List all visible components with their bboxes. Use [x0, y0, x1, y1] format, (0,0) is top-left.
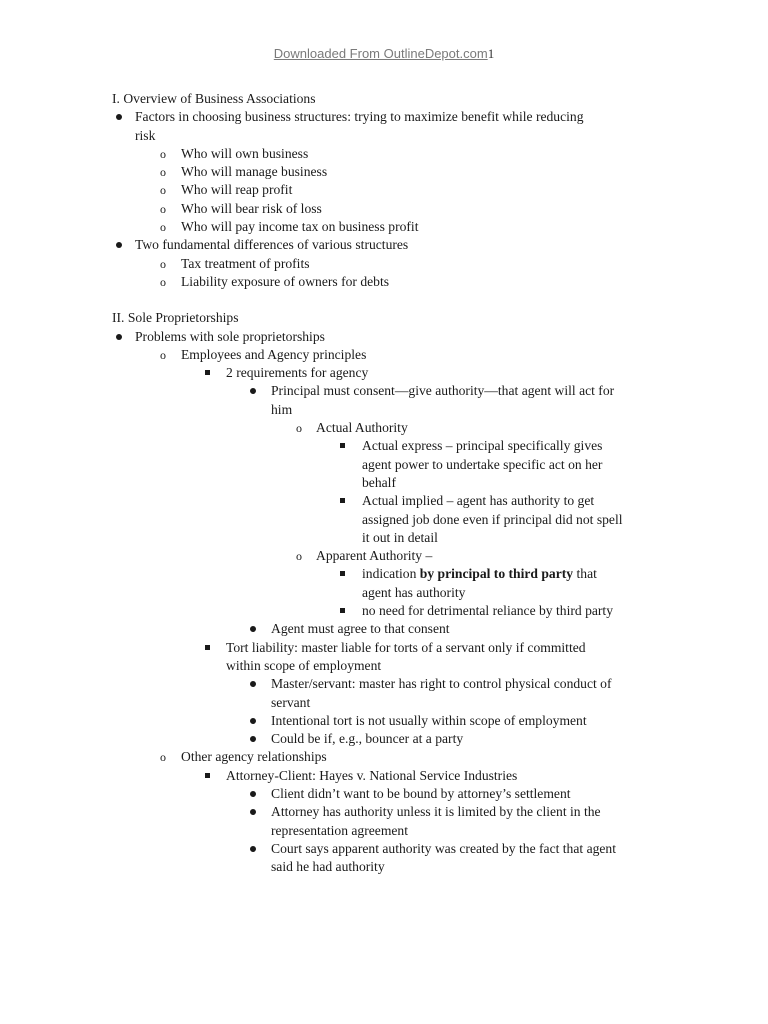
outline-line — [0, 547, 768, 565]
bullet-circle-icon: o — [160, 256, 166, 271]
bullet-dot-icon — [250, 626, 256, 632]
text-segment: within scope of employment — [226, 657, 382, 673]
text-segment: I. Overview of Business Associations — [112, 91, 316, 106]
outline-text — [362, 602, 613, 620]
page-number: 1 — [487, 46, 495, 61]
outline-text — [226, 364, 368, 382]
outline-line — [0, 328, 768, 346]
text-segment: Court says apparent authority was created by the fact that agent — [271, 840, 617, 856]
outline-text — [181, 145, 308, 163]
outline-text — [362, 437, 602, 455]
outline-line — [0, 785, 768, 803]
outline-line — [0, 127, 768, 145]
text-segment: Actual express – principal specifically gives — [362, 438, 603, 454]
outline-text — [135, 127, 155, 145]
outline-text — [135, 328, 325, 346]
bullet-dot-icon — [250, 718, 256, 724]
text-segment: Factors in choosing business structures: trying to maximize benefit while reducing — [135, 109, 584, 125]
bold-text-segment: by principal to third party — [419, 566, 574, 582]
outline-line — [0, 511, 768, 529]
outline-line — [0, 309, 768, 327]
text-segment: Who will pay income tax on business profit — [181, 219, 419, 235]
outline-text — [271, 382, 614, 400]
bullet-dot-icon — [116, 334, 122, 340]
text-segment: agent has authority — [362, 584, 466, 600]
text-segment: Intentional tort is not usually within scope of employment — [271, 712, 587, 728]
outline-text — [181, 255, 310, 273]
text-segment: Tort liability: master liable for torts of a servant only if committed — [226, 639, 586, 655]
outline-line — [0, 145, 768, 163]
bullet-circle-icon: o — [160, 183, 166, 198]
outline-text — [181, 346, 366, 364]
outline-text — [181, 200, 322, 218]
text-segment: Other agency relationships — [181, 749, 327, 765]
bullet-circle-icon: o — [296, 549, 302, 564]
outline-line — [0, 694, 768, 712]
outline-line — [0, 675, 768, 693]
text-segment: said he had authority — [271, 859, 385, 875]
outline-line — [0, 565, 768, 583]
bullet-square-icon — [205, 370, 210, 375]
outline-line — [0, 822, 768, 840]
text-segment: behalf — [362, 474, 396, 490]
outline-line — [0, 620, 768, 638]
bullet-square-icon — [340, 608, 345, 613]
text-segment: Agent must agree to that consent — [271, 621, 450, 637]
bullet-circle-icon: o — [160, 220, 166, 235]
bullet-circle-icon: o — [160, 750, 166, 765]
text-segment: no need for detrimental reliance by third party — [362, 603, 614, 619]
outline-line — [0, 657, 768, 675]
outline-line — [0, 602, 768, 620]
bullet-square-icon — [205, 773, 210, 778]
outline-line — [0, 382, 768, 400]
outline-line — [0, 584, 768, 602]
blank-line — [0, 291, 768, 309]
text-segment: that — [573, 566, 597, 582]
outline-line — [0, 346, 768, 364]
text-segment: 2 requirements for agency — [226, 365, 369, 381]
outline-text — [271, 840, 616, 858]
text-segment: Actual implied – agent has authority to get — [362, 493, 595, 509]
bullet-circle-icon: o — [160, 274, 166, 289]
bullet-circle-icon: o — [160, 201, 166, 216]
outline-line — [0, 858, 768, 876]
outline-text — [112, 309, 239, 327]
outline-text — [271, 712, 587, 730]
outline-text — [362, 492, 594, 510]
outline-line — [0, 181, 768, 199]
outline-line — [0, 364, 768, 382]
text-segment: Two fundamental differences of various structures — [135, 237, 409, 253]
text-segment: Who will reap profit — [181, 182, 293, 198]
outline-text — [362, 456, 602, 474]
bullet-dot-icon — [250, 809, 256, 815]
outline-line — [0, 236, 768, 254]
outline-line — [0, 748, 768, 766]
outline-line — [0, 163, 768, 181]
text-segment: Liability exposure of owners for debts — [181, 273, 390, 289]
outline-line — [0, 90, 768, 108]
bullet-dot-icon — [250, 846, 256, 852]
bullet-circle-icon: o — [296, 421, 302, 436]
bullet-square-icon — [340, 443, 345, 448]
outline-text — [362, 584, 465, 602]
outline-text — [271, 401, 292, 419]
outline-text — [316, 547, 432, 565]
text-segment: Principal must consent—give authority—that agent will act for — [271, 383, 615, 399]
outline-text — [316, 419, 408, 437]
outline-text — [271, 803, 601, 821]
outline-line — [0, 840, 768, 858]
outline-text — [135, 236, 408, 254]
outline-line — [0, 456, 768, 474]
text-segment: Actual Authority — [316, 420, 408, 436]
text-segment: Attorney has authority unless it is limited by the client in the — [271, 804, 601, 820]
bullet-dot-icon — [116, 114, 122, 120]
outline-line — [0, 712, 768, 730]
text-segment: it out in detail — [362, 529, 438, 545]
outline-text — [362, 565, 597, 583]
outline-line — [0, 401, 768, 419]
outline-line — [0, 730, 768, 748]
outline-line — [0, 255, 768, 273]
outline-text — [181, 273, 389, 291]
outline-text — [181, 218, 418, 236]
outline-text — [112, 90, 316, 108]
outline-text — [181, 748, 327, 766]
outline-line — [0, 492, 768, 510]
text-segment: risk — [135, 127, 156, 143]
page-header — [0, 46, 768, 62]
bullet-dot-icon — [250, 681, 256, 687]
outline-line — [0, 474, 768, 492]
outline-text — [271, 822, 408, 840]
text-segment: him — [271, 401, 293, 417]
outline-text — [271, 785, 571, 803]
text-segment: Master/servant: master has right to control physical conduct of — [271, 676, 612, 692]
text-segment: Who will manage business — [181, 164, 328, 180]
text-segment: Who will bear risk of loss — [181, 200, 322, 216]
outline-text — [226, 767, 517, 785]
text-segment: agent power to undertake specific act on her — [362, 456, 603, 472]
outline-text — [271, 858, 385, 876]
bullet-square-icon — [205, 645, 210, 650]
outline-line — [0, 437, 768, 455]
outline-line — [0, 108, 768, 126]
text-segment: servant — [271, 694, 311, 710]
source-link[interactable]: Downloaded From OutlineDepot.com — [273, 46, 488, 61]
outline-text — [271, 675, 612, 693]
text-segment: Tax treatment of profits — [181, 255, 310, 271]
outline-line — [0, 273, 768, 291]
text-segment: Employees and Agency principles — [181, 346, 367, 362]
outline-text — [181, 181, 292, 199]
text-segment: Attorney-Client: Hayes v. National Service Industries — [226, 767, 518, 783]
text-segment: Client didn’t want to be bound by attorney’s settlement — [271, 785, 571, 801]
outline-text — [362, 529, 438, 547]
bullet-dot-icon — [250, 736, 256, 742]
outline-text — [271, 620, 450, 638]
outline-text — [226, 657, 381, 675]
outline-text — [362, 511, 623, 529]
outline-line — [0, 200, 768, 218]
text-segment: Could be if, e.g., bouncer at a party — [271, 731, 464, 747]
text-segment: Who will own business — [181, 145, 309, 161]
outline-line — [0, 218, 768, 236]
outline-text — [271, 730, 463, 748]
outline-body — [0, 90, 768, 876]
bullet-circle-icon: o — [160, 347, 166, 362]
outline-text — [271, 694, 310, 712]
outline-text — [226, 639, 586, 657]
outline-text — [362, 474, 396, 492]
text-segment: II. Sole Proprietorships — [112, 310, 239, 326]
bullet-square-icon — [340, 498, 345, 503]
bullet-square-icon — [340, 571, 345, 576]
bullet-dot-icon — [116, 242, 122, 248]
outline-line — [0, 529, 768, 547]
outline-line — [0, 803, 768, 821]
outline-line — [0, 419, 768, 437]
outline-line — [0, 767, 768, 785]
text-segment: representation agreement — [271, 822, 408, 838]
bullet-circle-icon: o — [160, 165, 166, 180]
outline-line — [0, 639, 768, 657]
text-segment: Problems with sole proprietorships — [135, 328, 325, 344]
bullet-dot-icon — [250, 791, 256, 797]
bullet-dot-icon — [250, 388, 256, 394]
text-segment: Apparent Authority – — [316, 548, 433, 564]
text-segment: assigned job done even if principal did not spell — [362, 511, 623, 527]
text-segment: indication — [362, 566, 420, 582]
outline-text — [181, 163, 327, 181]
bullet-circle-icon: o — [160, 146, 166, 161]
outline-text — [135, 108, 584, 126]
